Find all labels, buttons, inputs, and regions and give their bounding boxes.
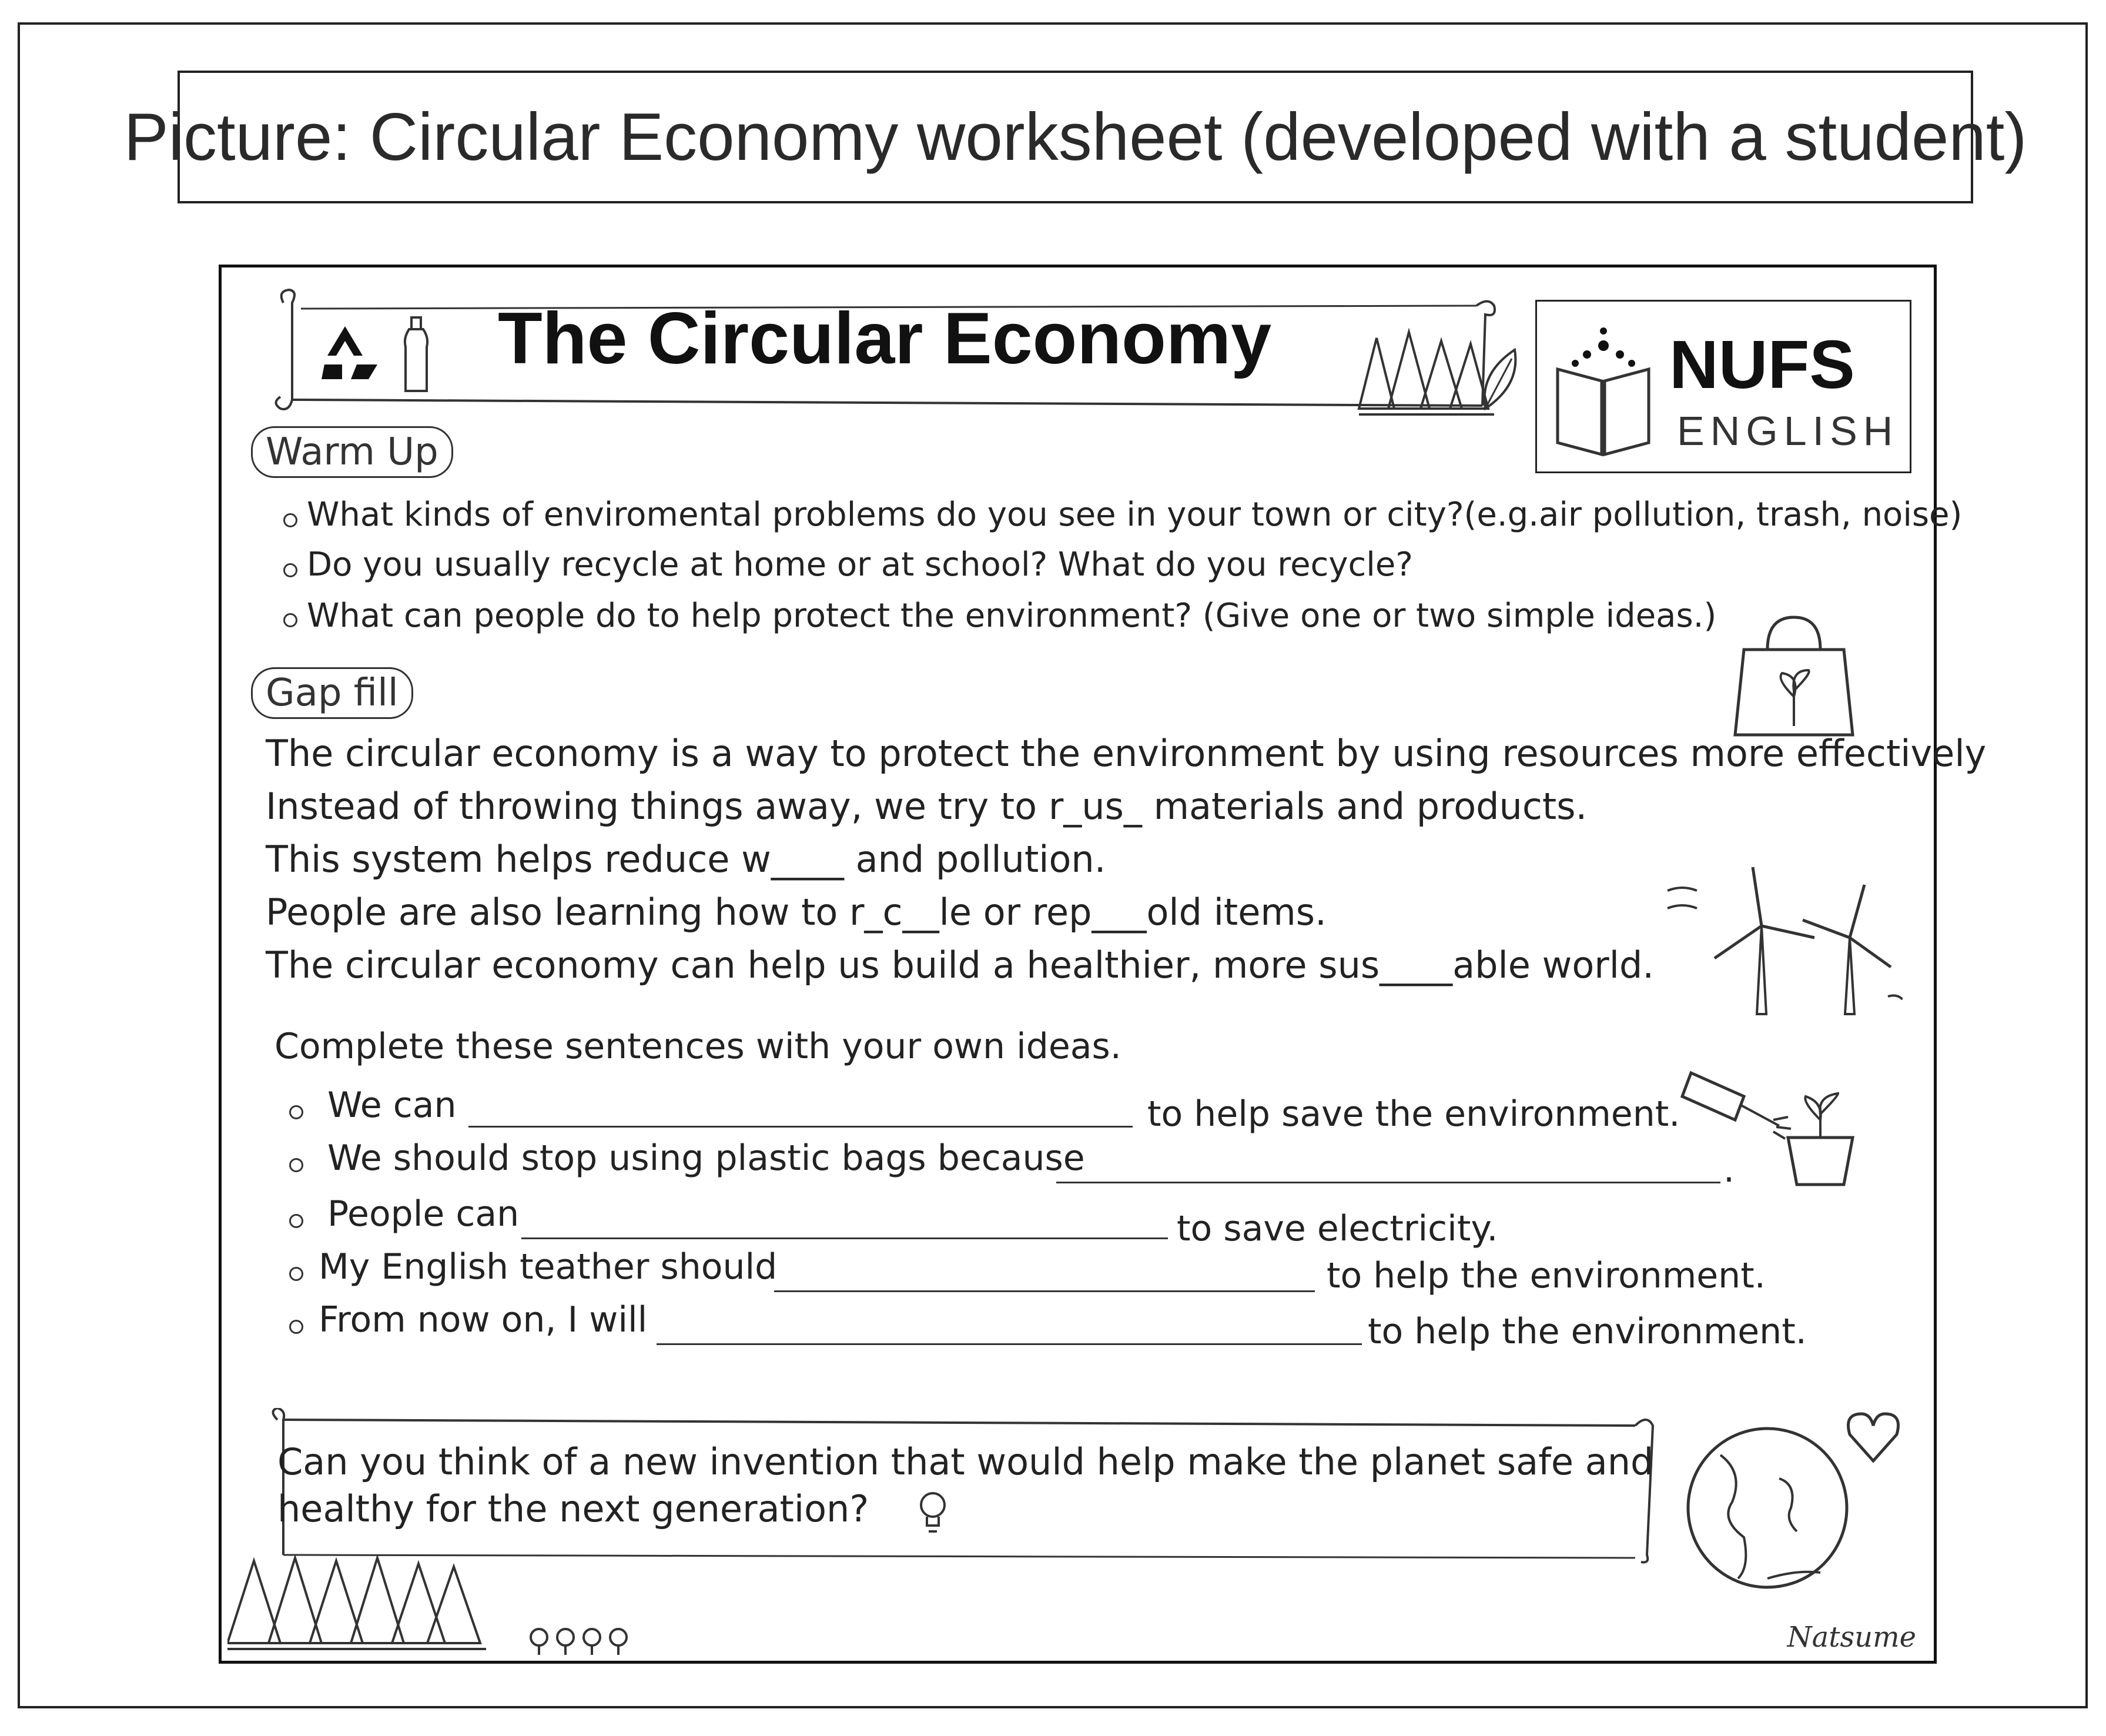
nufs-logo <box>1535 300 1911 473</box>
complete-4-before: My English teather should <box>319 1246 778 1287</box>
caption-box <box>123 71 2027 203</box>
gap-fill-line-1: The circular economy is a way to protect the environment by using resources more effectively <box>266 732 1987 775</box>
warm-up-question-1: What kinds of enviromental problems do you see in your town or city?(e.g.air pollution, trash, noise) <box>307 496 1963 534</box>
bullet <box>289 1320 303 1334</box>
heart-icon <box>1844 1408 1903 1467</box>
answer-blank-1[interactable] <box>468 1126 1133 1128</box>
book-icon <box>1552 322 1658 457</box>
wind-turbine-icon <box>1656 855 1903 1020</box>
answer-blank-3[interactable] <box>521 1237 1168 1239</box>
plant-pot-icon <box>1779 1091 1861 1190</box>
caption-text: Picture: Circular Economy worksheet (developed with a student) <box>123 99 2027 175</box>
bullet <box>283 513 297 527</box>
gap-fill-line-2: Instead of throwing things away, we try to r_us_ materials and products. <box>266 785 1588 828</box>
complete-2-after: . <box>1723 1149 1735 1190</box>
bullet <box>283 563 297 577</box>
answer-blank-5[interactable] <box>657 1343 1362 1345</box>
complete-2-before: We should stop using plastic bags because <box>327 1138 1085 1179</box>
gap-fill-label: Gap fill <box>251 667 413 719</box>
complete-3-after: to save electricity. <box>1177 1208 1498 1249</box>
bag-icon <box>1726 614 1861 744</box>
worksheet-title: The Circular Economy <box>498 298 1272 379</box>
complete-1-before: We can <box>327 1085 457 1126</box>
warm-up-label: Warm Up <box>251 426 453 478</box>
complete-5-after: to help the environment. <box>1368 1311 1807 1352</box>
complete-3-before: People can <box>327 1193 520 1235</box>
flower-icon <box>527 1623 645 1658</box>
bullet <box>289 1267 303 1281</box>
gap-fill-line-3: This system helps reduce w____ and pollution. <box>266 838 1106 881</box>
complete-4-after: to help the environment. <box>1327 1255 1766 1296</box>
worksheet <box>219 265 1987 1664</box>
globe-icon <box>1679 1420 1856 1596</box>
answer-blank-4[interactable] <box>774 1290 1315 1292</box>
complete-5-before: From now on, I will <box>319 1299 648 1340</box>
invention-line-2: healthy for the next generation? <box>277 1487 869 1530</box>
gap-fill-line-4: People are also learning how to r_c__le or rep___old items. <box>266 891 1327 934</box>
logo-sub-text: ENGLISH <box>1677 408 1899 454</box>
signature: Natsume <box>1787 1621 1916 1654</box>
gap-fill-line-5: The circular economy can help us build a healthier, more sus____able world. <box>266 944 1655 986</box>
logo-main-text: NUFS <box>1669 326 1855 403</box>
trees-icon <box>1359 332 1494 414</box>
trees-icon <box>227 1549 533 1661</box>
bottle-icon <box>405 317 427 391</box>
bullet <box>289 1214 303 1228</box>
bullet <box>289 1158 303 1172</box>
warm-up-question-2: Do you usually recycle at home or at school? What do you recycle? <box>307 546 1413 584</box>
warm-up-question-3: What can people do to help protect the environment? (Give one or two simple ideas.) <box>307 597 1717 635</box>
leaf-icon <box>1485 350 1516 409</box>
complete-instruction: Complete these sentences with your own ideas. <box>274 1026 1121 1067</box>
recycle-icon <box>322 326 377 379</box>
bullet <box>283 613 297 627</box>
bullet <box>289 1105 303 1119</box>
lightbulb-icon <box>918 1490 947 1537</box>
complete-1-after: to help save the environment. <box>1147 1093 1680 1135</box>
invention-line-1: Can you think of a new invention that would help make the planet safe and <box>277 1440 1654 1483</box>
answer-blank-2[interactable] <box>1056 1182 1720 1183</box>
